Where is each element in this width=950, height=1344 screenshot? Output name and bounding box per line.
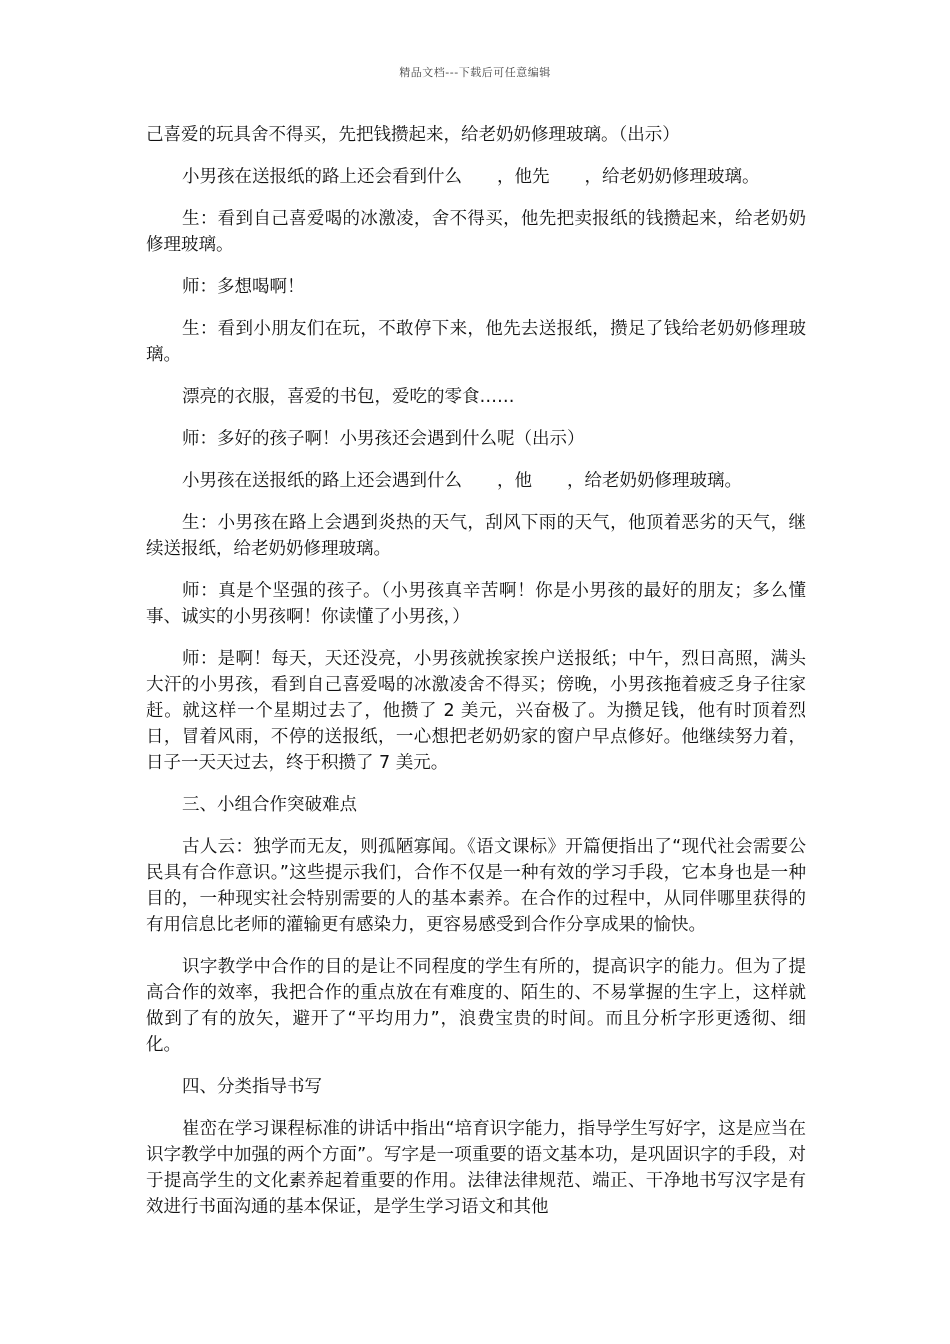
paragraph-teacher-remark-3: 师：真是个坚强的孩子。（小男孩真辛苦啊！你是小男孩的最好的朋友；多么懂事、诚实的小男孩啊！你读懂了小男孩，） <box>146 581 806 627</box>
paragraph-teacher-summary: 师：是啊！每天，天还没亮，小男孩就挨家挨户送报纸；中午，烈日高照，满头大汗的小男孩，看到自己喜爱喝的冰激凌舍不得买；傍晚，小男孩拖着疲乏身子往家赶。就这样一个星期过去了，他攒了 2 美元，兴奋极了。为攒足钱，他有时顶着烈日，冒着风雨，不停的送报纸，一心想把老奶奶家的窗户早点修好。他继续努力着，日子一天天过去，终于积攒了 7 美元。 <box>146 649 806 773</box>
paragraph-writing-guidance: 崔峦在学习课程标准的讲话中指出“培育识字能力，指导学生写好字，这是应当在识字教学中加强的两个方面”。写字是一项重要的语文基本功，是巩固识字的手段，对于提高学生的文化素养起着重要的作用。法律法律规范、端正、干净地书写汉字是有效进行书面沟通的基本保证，是学生学习语文和其他 <box>146 1119 806 1217</box>
paragraph-student-answer-2: 生：看到小朋友们在玩，不敢停下来，他先去送报纸，攒足了钱给老奶奶修理玻璃。 <box>146 319 806 365</box>
paragraph-continuation: 己喜爱的玩具舍不得买，先把钱攒起来，给老奶奶修理玻璃。（出示） <box>146 125 680 145</box>
paragraph-examples: 漂亮的衣服，喜爱的书包，爱吃的零食…… <box>182 387 515 407</box>
page-header: 精品文档---下载后可任意编辑 <box>399 66 551 79</box>
paragraph-cooperation-intro: 古人云：独学而无友，则孤陋寡闻。《语文课标》开篇便指出了“现代社会需要公民具有合作意识。”这些提示我们，合作不仅是一种有效的学习手段，它本身也是一种目的，一种现实社会特别需要的人的基本素养。在合作的过程中，从同伴哪里获得的有用信息比老师的灌输更有感染力，更容易感受到合作分享成果的愉快。 <box>146 837 806 935</box>
paragraph-fill-in-prompt-2: 小男孩在送报纸的路上还会遇到什么 ，他 ，给老奶奶修理玻璃。 <box>182 471 742 491</box>
paragraph-student-answer-3: 生：小男孩在路上会遇到炎热的天气，刮风下雨的天气，他顶着恶劣的天气，继续送报纸，给老奶奶修理玻璃。 <box>146 513 806 559</box>
section-heading-4: 四、分类指导书写 <box>182 1077 322 1097</box>
paragraph-fill-in-prompt-1: 小男孩在送报纸的路上还会看到什么 ，他先 ，给老奶奶修理玻璃。 <box>182 167 760 187</box>
paragraph-student-answer-1: 生：看到自己喜爱喝的冰激凌，舍不得买，他先把卖报纸的钱攒起来，给老奶奶修理玻璃。 <box>146 209 806 255</box>
section-heading-3: 三、小组合作突破难点 <box>182 795 357 815</box>
paragraph-teacher-remark-2: 师：多好的孩子啊！小男孩还会遇到什么呢（出示） <box>182 429 585 449</box>
paragraph-teacher-remark-1: 师：多想喝啊！ <box>182 277 305 297</box>
paragraph-cooperation-purpose: 识字教学中合作的目的是让不同程度的学生有所的，提高识字的能力。但为了提高合作的效率，我把合作的重点放在有难度的、陌生的、不易掌握的生字上，这样就做到了有的放矢，避开了“平均用力”，浪费宝贵的时间。而且分析字形更透彻、细化。 <box>146 957 806 1055</box>
document-body <box>146 122 806 1220</box>
